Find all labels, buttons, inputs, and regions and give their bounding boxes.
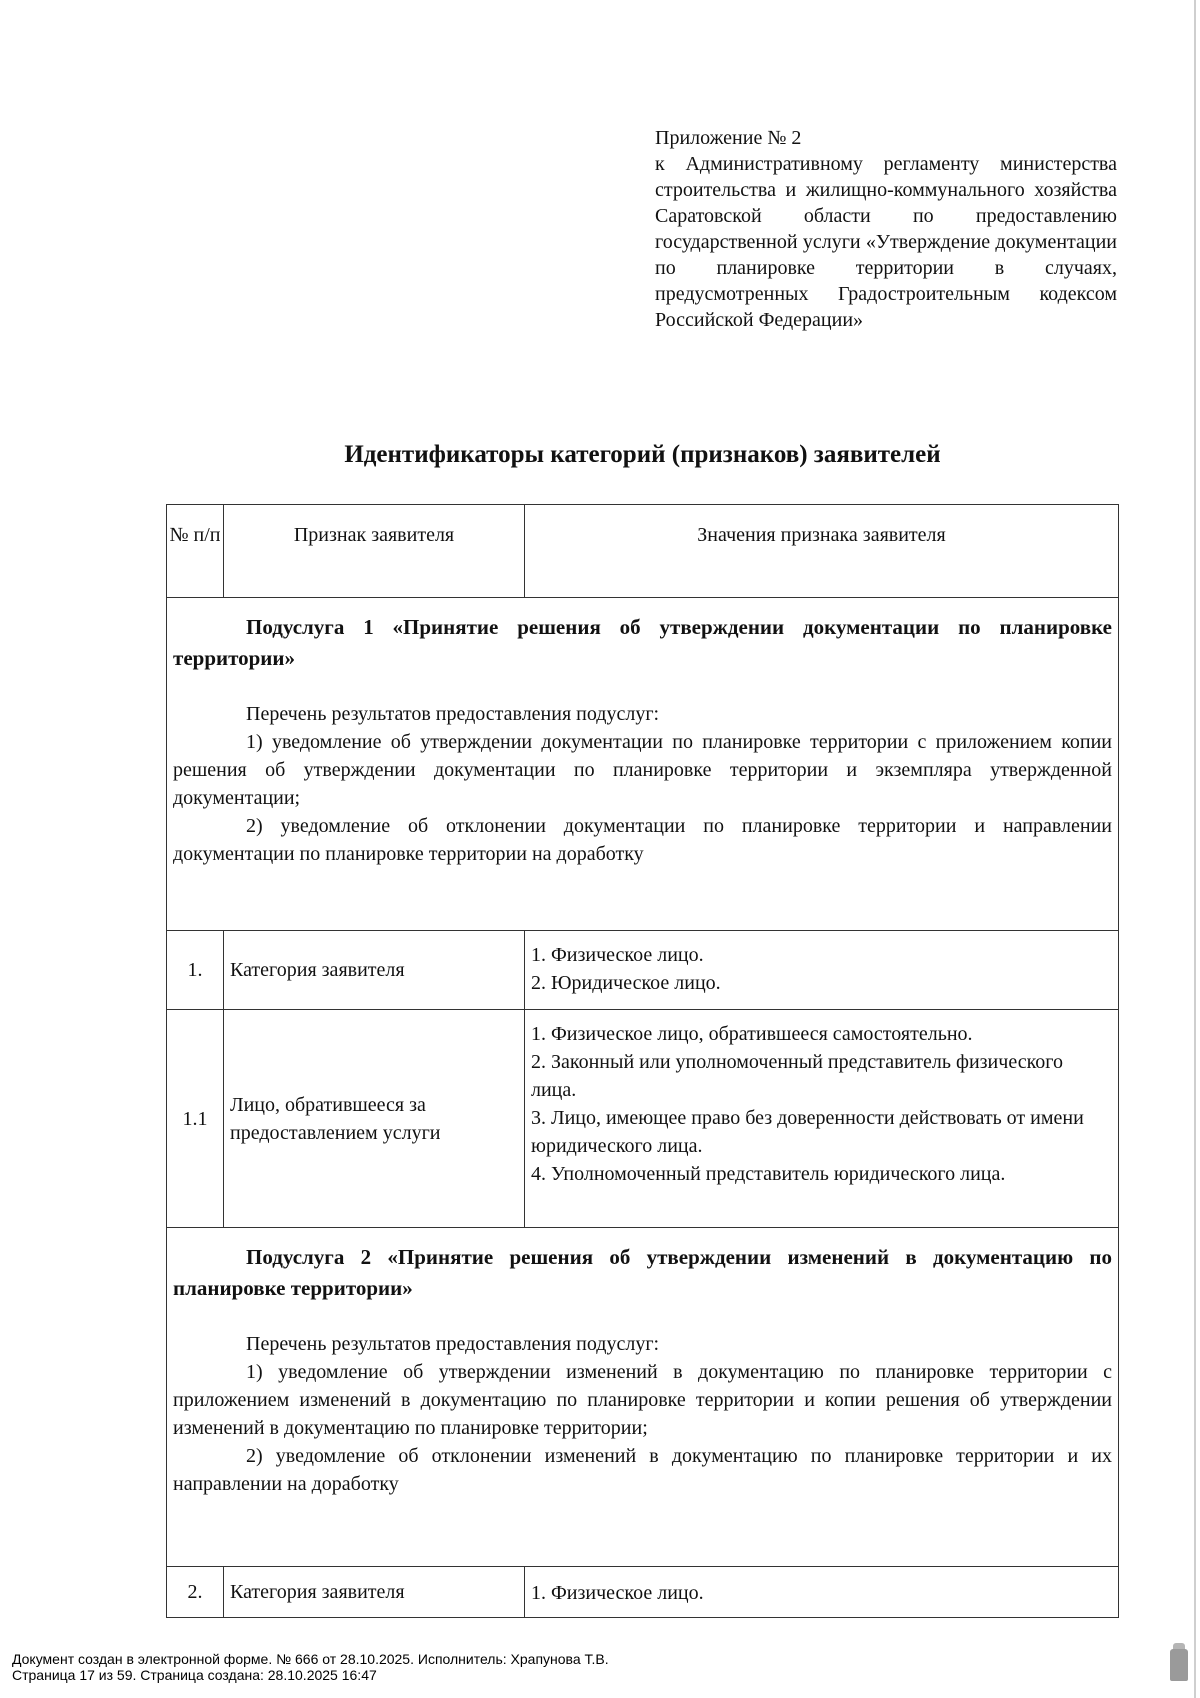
result-item: 2) уведомление об отклонении изменений в документацию по планировке территории и их направлении на доработку (173, 1445, 1112, 1495)
document-footer (12, 1651, 1092, 1683)
header-values: Значения признака заявителя (525, 505, 1119, 598)
row-attribute: Лицо, обратившееся за предоставлением услуги (224, 1010, 525, 1228)
value-item: 1. Физическое лицо. (531, 944, 704, 966)
appendix-annotation (655, 125, 1117, 333)
subservice-1-block (167, 598, 1119, 931)
header-attribute: Признак заявителя (224, 505, 525, 598)
section-row-2 (167, 1228, 1119, 1567)
row-number: 1. (167, 931, 224, 1010)
results-intro: Перечень результатов предоставления подуслуг: (246, 1333, 660, 1355)
table-row (167, 1567, 1119, 1618)
value-item: 2. Законный или уполномоченный представитель физического лица. (531, 1051, 1063, 1101)
row-number: 1.1 (167, 1010, 224, 1228)
appendix-reference: к Административному регламенту министерства строительства и жилищно-коммунального хозяйства Саратовской области по предоставлению государственной услуги «Утверждение документации по планировке территории в случаях, предусмотренных Градостроительным кодексом Российской Федерации» (655, 153, 1117, 331)
value-item: 2. Юридическое лицо. (531, 972, 721, 994)
results-intro: Перечень результатов предоставления подуслуг: (246, 703, 660, 725)
footer-line-2: Страница 17 из 59. Страница создана: 28.10.2025 16:47 (12, 1667, 377, 1683)
table-row (167, 931, 1119, 1010)
result-item: 1) уведомление об утверждении изменений в документацию по планировке территории с приложением изменений в документацию по планировке территории и копии решения об утверждении изменений в документацию по планировке территории; (173, 1361, 1112, 1439)
table-row (167, 1010, 1119, 1228)
value-item: 1. Физическое лицо. (531, 1582, 704, 1604)
table-header-row (167, 505, 1119, 598)
row-values (525, 1010, 1119, 1228)
result-item: 1) уведомление об утверждении документации по планировке территории с приложением копии решения об утверждении документации по планировке территории и экземпляра утвержденной документации; (173, 731, 1112, 809)
row-attribute: Категория заявителя (224, 931, 525, 1010)
row-attribute: Категория заявителя (224, 1567, 525, 1618)
row-values (525, 1567, 1119, 1618)
value-item: 4. Уполномоченный представитель юридического лица. (531, 1163, 1006, 1185)
section-row-1 (167, 598, 1119, 931)
page-edge (1194, 0, 1196, 1698)
document-title: Идентификаторы категорий (признаков) заявителей (344, 441, 941, 468)
subservice-2-block (167, 1228, 1119, 1567)
result-item: 2) уведомление об отклонении документации по планировке территории и направлении документации по планировке территории на доработку (173, 815, 1112, 865)
subservice-1-title: Подуслуга 1 «Принятие решения об утверждении документации по планировке территории» (173, 615, 1112, 670)
seal-icon (1170, 1649, 1188, 1681)
header-number: № п/п (167, 505, 224, 598)
row-values (525, 931, 1119, 1010)
value-item: 3. Лицо, имеющее право без доверенности действовать от имени юридического лица. (531, 1107, 1084, 1157)
subservice-2-title: Подуслуга 2 «Принятие решения об утверждении изменений в документацию по планировке территории» (173, 1245, 1112, 1300)
row-number: 2. (167, 1567, 224, 1618)
footer-line-1: Документ создан в электронной форме. № 666 от 28.10.2025. Исполнитель: Храпунова Т.В. (12, 1651, 609, 1667)
applicant-identifiers-table (166, 504, 1119, 1618)
value-item: 1. Физическое лицо, обратившееся самостоятельно. (531, 1023, 973, 1045)
appendix-number: Приложение № 2 (655, 127, 802, 149)
